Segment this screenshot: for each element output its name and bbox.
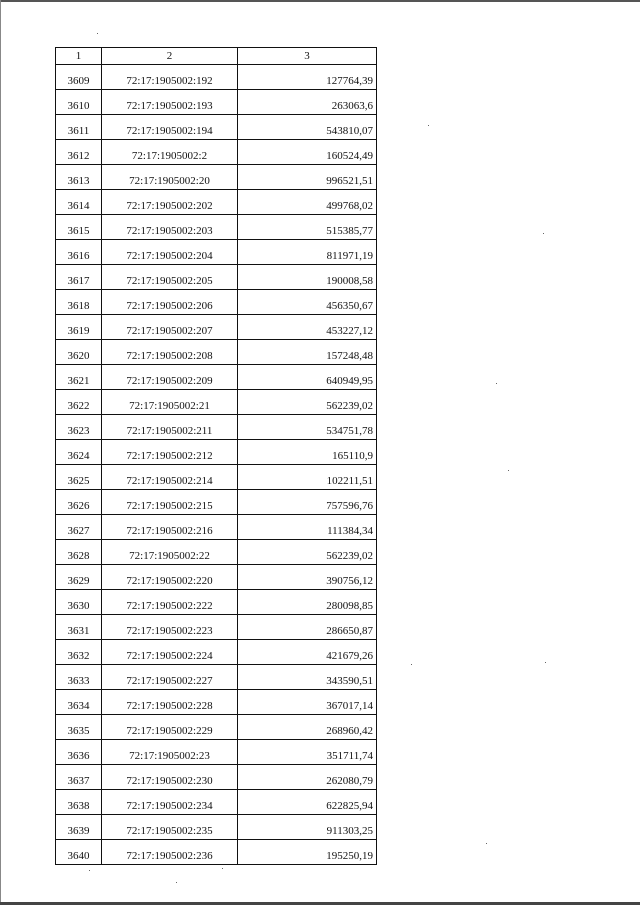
table-row (56, 565, 377, 590)
cadastral-number-cell: 72:17:1905002:202 (102, 190, 238, 215)
value-cell: 996521,51 (238, 165, 377, 190)
row-index-cell: 3639 (56, 815, 102, 840)
scan-speck (97, 33, 98, 34)
scan-speck (176, 882, 177, 883)
table-row (56, 390, 377, 415)
table-row (56, 815, 377, 840)
value-cell: 453227,12 (238, 315, 377, 340)
row-index-cell: 3620 (56, 340, 102, 365)
table-row (56, 415, 377, 440)
cadastral-number-cell: 72:17:1905002:212 (102, 440, 238, 465)
cadastral-number-cell: 72:17:1905002:222 (102, 590, 238, 615)
value-cell: 263063,6 (238, 90, 377, 115)
row-index-cell: 3637 (56, 765, 102, 790)
value-cell: 280098,85 (238, 590, 377, 615)
scan-speck (89, 870, 90, 871)
value-cell: 165110,9 (238, 440, 377, 465)
table-body (56, 65, 377, 865)
cadastral-number-cell: 72:17:1905002:2 (102, 140, 238, 165)
cadastral-number-cell: 72:17:1905002:20 (102, 165, 238, 190)
row-index-cell: 3632 (56, 640, 102, 665)
value-cell: 456350,67 (238, 290, 377, 315)
value-cell: 911303,25 (238, 815, 377, 840)
value-cell: 515385,77 (238, 215, 377, 240)
cadastral-number-cell: 72:17:1905002:230 (102, 765, 238, 790)
row-index-cell: 3634 (56, 690, 102, 715)
scan-edge-top (0, 0, 640, 2)
cadastral-number-cell: 72:17:1905002:207 (102, 315, 238, 340)
scan-speck (222, 868, 223, 869)
cadastral-number-cell: 72:17:1905002:203 (102, 215, 238, 240)
table-row (56, 365, 377, 390)
value-cell: 190008,58 (238, 265, 377, 290)
cadastral-number-cell: 72:17:1905002:228 (102, 690, 238, 715)
table-row (56, 290, 377, 315)
table-row (56, 115, 377, 140)
table-row (56, 240, 377, 265)
table-row (56, 65, 377, 90)
cadastral-number-cell: 72:17:1905002:204 (102, 240, 238, 265)
row-index-cell: 3626 (56, 490, 102, 515)
table-row (56, 490, 377, 515)
table-row (56, 215, 377, 240)
row-index-cell: 3627 (56, 515, 102, 540)
table-row (56, 640, 377, 665)
value-cell: 157248,48 (238, 340, 377, 365)
cadastral-number-cell: 72:17:1905002:23 (102, 740, 238, 765)
table-row (56, 340, 377, 365)
row-index-cell: 3625 (56, 465, 102, 490)
row-index-cell: 3638 (56, 790, 102, 815)
row-index-cell: 3614 (56, 190, 102, 215)
value-cell: 351711,74 (238, 740, 377, 765)
row-index-cell: 3630 (56, 590, 102, 615)
scan-speck (411, 664, 412, 665)
cadastral-number-cell: 72:17:1905002:234 (102, 790, 238, 815)
value-cell: 421679,26 (238, 640, 377, 665)
cadastral-number-cell: 72:17:1905002:22 (102, 540, 238, 565)
row-index-cell: 3633 (56, 665, 102, 690)
cadastral-number-cell: 72:17:1905002:223 (102, 615, 238, 640)
table-row (56, 790, 377, 815)
table-row (56, 765, 377, 790)
table-row (56, 590, 377, 615)
table-row (56, 165, 377, 190)
table-row (56, 540, 377, 565)
value-cell: 757596,76 (238, 490, 377, 515)
value-cell: 286650,87 (238, 615, 377, 640)
cadastral-number-cell: 72:17:1905002:235 (102, 815, 238, 840)
row-index-cell: 3624 (56, 440, 102, 465)
table-row (56, 840, 377, 865)
column-header-value: 3 (238, 48, 377, 65)
value-cell: 811971,19 (238, 240, 377, 265)
cadastral-number-cell: 72:17:1905002:192 (102, 65, 238, 90)
table-row (56, 740, 377, 765)
row-index-cell: 3619 (56, 315, 102, 340)
row-index-cell: 3611 (56, 115, 102, 140)
value-cell: 195250,19 (238, 840, 377, 865)
value-cell: 534751,78 (238, 415, 377, 440)
cadastral-number-cell: 72:17:1905002:224 (102, 640, 238, 665)
scan-speck (428, 125, 429, 126)
scan-edge-left (0, 0, 1, 905)
cadastral-number-cell: 72:17:1905002:206 (102, 290, 238, 315)
value-cell: 562239,02 (238, 540, 377, 565)
cadastral-number-cell: 72:17:1905002:214 (102, 465, 238, 490)
table-row (56, 515, 377, 540)
value-cell: 640949,95 (238, 365, 377, 390)
value-cell: 562239,02 (238, 390, 377, 415)
cadastral-value-table (55, 47, 377, 865)
value-cell: 367017,14 (238, 690, 377, 715)
row-index-cell: 3609 (56, 65, 102, 90)
row-index-cell: 3640 (56, 840, 102, 865)
scan-speck (543, 233, 544, 234)
cadastral-number-cell: 72:17:1905002:211 (102, 415, 238, 440)
table-header (56, 48, 377, 65)
cadastral-number-cell: 72:17:1905002:229 (102, 715, 238, 740)
scan-speck (545, 662, 546, 663)
table-row (56, 665, 377, 690)
value-cell: 622825,94 (238, 790, 377, 815)
table-row (56, 265, 377, 290)
row-index-cell: 3615 (56, 215, 102, 240)
column-header-number: 1 (56, 48, 102, 65)
row-index-cell: 3621 (56, 365, 102, 390)
row-index-cell: 3616 (56, 240, 102, 265)
cadastral-number-cell: 72:17:1905002:193 (102, 90, 238, 115)
table-row (56, 465, 377, 490)
row-index-cell: 3623 (56, 415, 102, 440)
row-index-cell: 3618 (56, 290, 102, 315)
value-cell: 543810,07 (238, 115, 377, 140)
scan-speck (496, 383, 497, 384)
column-header-cadastral-number: 2 (102, 48, 238, 65)
row-index-cell: 3622 (56, 390, 102, 415)
row-index-cell: 3635 (56, 715, 102, 740)
value-cell: 111384,34 (238, 515, 377, 540)
cadastral-number-cell: 72:17:1905002:216 (102, 515, 238, 540)
value-cell: 268960,42 (238, 715, 377, 740)
value-cell: 102211,51 (238, 465, 377, 490)
row-index-cell: 3612 (56, 140, 102, 165)
cadastral-number-cell: 72:17:1905002:215 (102, 490, 238, 515)
row-index-cell: 3617 (56, 265, 102, 290)
value-cell: 160524,49 (238, 140, 377, 165)
table-row (56, 140, 377, 165)
cadastral-number-cell: 72:17:1905002:227 (102, 665, 238, 690)
value-cell: 343590,51 (238, 665, 377, 690)
cadastral-number-cell: 72:17:1905002:208 (102, 340, 238, 365)
header-row (56, 48, 377, 65)
table-row (56, 90, 377, 115)
cadastral-number-cell: 72:17:1905002:209 (102, 365, 238, 390)
table-row (56, 715, 377, 740)
row-index-cell: 3631 (56, 615, 102, 640)
row-index-cell: 3613 (56, 165, 102, 190)
table-row (56, 615, 377, 640)
row-index-cell: 3628 (56, 540, 102, 565)
cadastral-number-cell: 72:17:1905002:220 (102, 565, 238, 590)
cadastral-number-cell: 72:17:1905002:21 (102, 390, 238, 415)
value-cell: 499768,02 (238, 190, 377, 215)
table-row (56, 315, 377, 340)
table-row (56, 690, 377, 715)
value-cell: 262080,79 (238, 765, 377, 790)
cadastral-number-cell: 72:17:1905002:194 (102, 115, 238, 140)
row-index-cell: 3610 (56, 90, 102, 115)
table-row (56, 440, 377, 465)
scan-speck (508, 470, 509, 471)
row-index-cell: 3636 (56, 740, 102, 765)
table-row (56, 190, 377, 215)
scan-speck (486, 843, 487, 844)
row-index-cell: 3629 (56, 565, 102, 590)
value-cell: 390756,12 (238, 565, 377, 590)
cadastral-number-cell: 72:17:1905002:236 (102, 840, 238, 865)
value-cell: 127764,39 (238, 65, 377, 90)
cadastral-number-cell: 72:17:1905002:205 (102, 265, 238, 290)
